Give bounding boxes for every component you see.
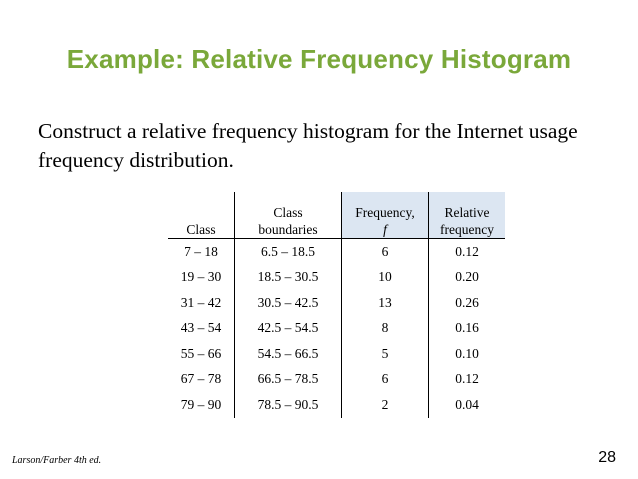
cell-class: 55 – 66 xyxy=(168,341,235,367)
cell-class: 19 – 30 xyxy=(168,265,235,291)
cell-relative: 0.12 xyxy=(455,371,479,387)
cell-boundaries: 54.5 – 66.5 xyxy=(235,341,342,367)
table-row xyxy=(168,290,505,316)
cell-frequency: 13 xyxy=(342,290,429,316)
table-row xyxy=(168,392,505,418)
cell-relative: 0.16 xyxy=(455,320,479,336)
header-frequency-line1: Frequency, xyxy=(355,205,415,220)
instruction-text: Construct a relative frequency histogram for the Internet usage frequency distribution. xyxy=(38,119,578,172)
cell-class: 79 – 90 xyxy=(168,392,235,418)
cell-frequency: 6 xyxy=(342,367,429,393)
footer-citation: Larson/Farber 4th ed. xyxy=(12,455,102,466)
table-row xyxy=(168,316,505,342)
table-header-row xyxy=(168,192,505,239)
header-relative-line1: Relative xyxy=(444,205,490,220)
cell-frequency: 5 xyxy=(342,341,429,367)
table-row xyxy=(168,367,505,393)
cell-relative: 0.26 xyxy=(455,294,479,310)
cell-boundaries: 30.5 – 42.5 xyxy=(235,290,342,316)
header-class-label: Class xyxy=(186,222,216,237)
cell-class: 67 – 78 xyxy=(168,367,235,393)
cell-relative: 0.12 xyxy=(455,243,479,259)
cell-boundaries: 78.5 – 90.5 xyxy=(235,392,342,418)
cell-class: 43 – 54 xyxy=(168,316,235,342)
header-class xyxy=(168,192,235,239)
header-relative xyxy=(429,192,506,239)
cell-boundaries: 18.5 – 30.5 xyxy=(235,265,342,291)
cell-relative: 0.10 xyxy=(455,345,479,361)
cell-boundaries: 42.5 – 54.5 xyxy=(235,316,342,342)
header-boundaries-line1: Class xyxy=(273,205,303,220)
slide-title: Example: Relative Frequency Histogram xyxy=(66,44,572,74)
cell-frequency: 6 xyxy=(342,239,429,265)
cell-class: 7 – 18 xyxy=(168,239,235,265)
header-relative-line2: frequency xyxy=(440,222,494,237)
header-frequency xyxy=(342,192,429,239)
header-boundaries-line2: boundaries xyxy=(258,222,318,237)
cell-boundaries: 6.5 – 18.5 xyxy=(235,239,342,265)
cell-relative: 0.20 xyxy=(455,269,479,285)
cell-boundaries: 66.5 – 78.5 xyxy=(235,367,342,393)
header-frequency-line2: f xyxy=(383,222,387,237)
cell-frequency: 10 xyxy=(342,265,429,291)
header-boundaries xyxy=(235,192,342,239)
cell-relative: 0.04 xyxy=(455,396,479,412)
table-row xyxy=(168,239,505,265)
cell-frequency: 2 xyxy=(342,392,429,418)
table-row xyxy=(168,341,505,367)
frequency-table xyxy=(168,192,505,418)
cell-class: 31 – 42 xyxy=(168,290,235,316)
cell-frequency: 8 xyxy=(342,316,429,342)
page-number: 28 xyxy=(598,449,616,466)
table-row xyxy=(168,265,505,291)
